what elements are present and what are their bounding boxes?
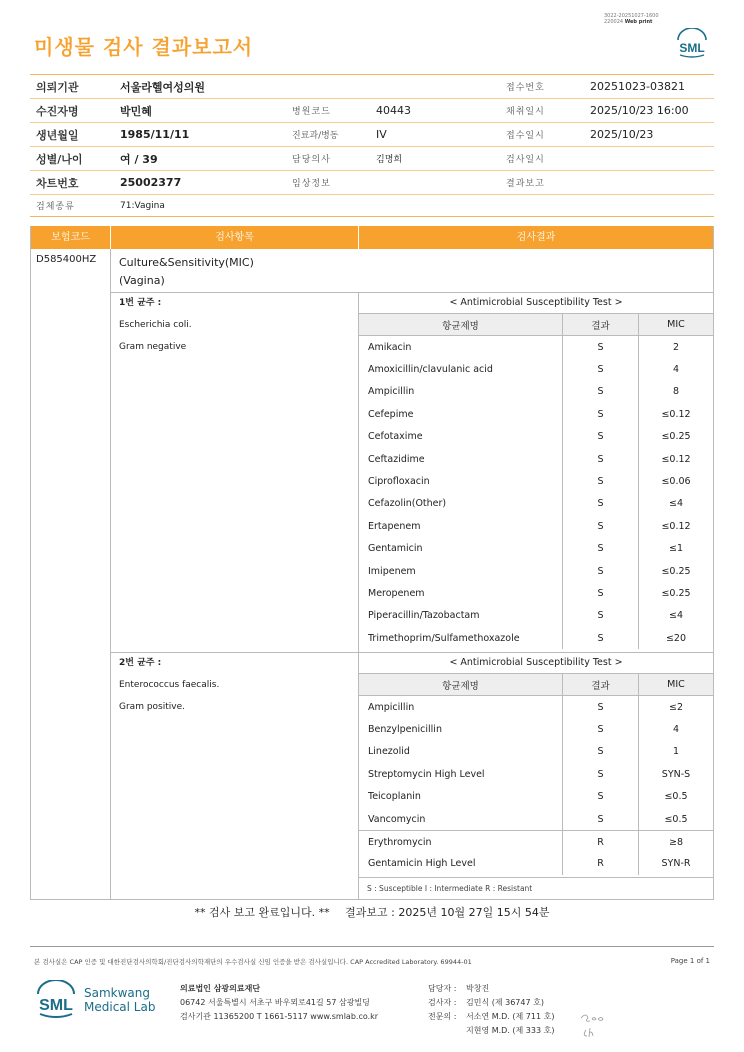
insurance-code: D585400HZ bbox=[36, 254, 97, 265]
header-test-item: 검사항목 bbox=[111, 226, 359, 249]
result-table-header bbox=[31, 226, 713, 249]
ast-row: Ampicillin S ≤2 bbox=[359, 696, 713, 718]
organism-2-info: 2번 균주 : Enterococcus faecalis. Gram positive. bbox=[119, 658, 220, 712]
value-sex-age: 여 / 39 bbox=[120, 152, 158, 166]
value-department: IV bbox=[376, 128, 387, 141]
ast-row: Amoxicillin/clavulanic acid S 4 bbox=[359, 358, 713, 380]
ast-row: Gentamicin High Level R SYN-R bbox=[359, 853, 713, 875]
ast-row: Erythromycin R ≥8 bbox=[359, 830, 713, 852]
ast-table-organism-2: < Antimicrobial Susceptibility Test > 항균제명 결과 MIC Ampicillin S ≤2 Benzylpenicillin S 4 Linezolid S 1 Streptomycin High Level S SYN-S Teicoplanin S ≤0.5 Vancomycin S ≤0.5 Erythromycin R ≥8 Gentamicin High Level R SYN-R bbox=[359, 652, 713, 875]
certification-note: 본 검사실은 CAP 인증 및 대한진단검사의학회/진단검사의학재단의 우수검사실 신임 인증을 받은 검사실입니다. CAP Accredited Laboratory. 69944-01 bbox=[34, 958, 472, 966]
ast-row: Cefepime S ≤0.12 bbox=[359, 403, 713, 425]
ast-row: Ampicillin S 8 bbox=[359, 381, 713, 403]
info-row bbox=[30, 123, 714, 147]
info-row bbox=[30, 171, 714, 195]
ast-row: Benzylpenicillin S 4 bbox=[359, 718, 713, 740]
ast-row: Imipenem S ≤0.25 bbox=[359, 560, 713, 582]
staff-row: 검사자 : 김민식 (제 36747 호) bbox=[428, 998, 544, 1007]
label-chart-no: 차트번호 bbox=[36, 176, 79, 190]
label-doctor: 담당의사 bbox=[292, 155, 331, 165]
report-title: 미생물 검사 결과보고서 bbox=[34, 35, 254, 59]
ast-row: Linezolid S 1 bbox=[359, 741, 713, 763]
document-code: 3022-20251027-1600 220024 Web print bbox=[604, 13, 659, 25]
value-requesting-org: 서울라헬여성의원 bbox=[120, 80, 206, 94]
sml-badge-icon bbox=[674, 28, 710, 60]
staff-list bbox=[428, 982, 554, 1038]
value-collection-time: 2025/10/23 16:00 bbox=[590, 104, 689, 117]
ast-row: Ciprofloxacin S ≤0.06 bbox=[359, 470, 713, 492]
label-sex-age: 성별/나이 bbox=[36, 152, 83, 166]
page-number: Page 1 of 1 bbox=[670, 957, 710, 965]
label-requesting-org: 의뢰기관 bbox=[36, 80, 79, 94]
signature-icon bbox=[578, 1010, 618, 1040]
ast-row: Streptomycin High Level S SYN-S bbox=[359, 763, 713, 785]
organization-info: 의료법인 삼광의료재단 06742 서울특별시 서초구 바우뫼로41길 57 삼광빌딩 검사기관 11365200 T 1661-5117 www.smlab.co.kr bbox=[180, 984, 379, 1021]
ast-row: Vancomycin S ≤0.5 bbox=[359, 808, 713, 830]
value-specimen: 71:Vagina bbox=[120, 200, 165, 211]
label-receipt-date: 접수일시 bbox=[506, 131, 545, 141]
value-receipt-no: 20251023-03821 bbox=[590, 80, 685, 93]
label-hospital-code: 병원코드 bbox=[292, 107, 331, 117]
label-specimen: 검체종류 bbox=[36, 202, 75, 212]
ast-header-row: 항균제명 결과 MIC bbox=[359, 314, 713, 336]
label-birth-date: 생년월일 bbox=[36, 128, 79, 142]
value-birth-date: 1985/11/11 bbox=[120, 128, 190, 141]
test-name: Culture&Sensitivity(MIC) (Vagina) bbox=[119, 256, 254, 287]
label-patient-name: 수진자명 bbox=[36, 104, 79, 118]
ast-row: Piperacillin/Tazobactam S ≤4 bbox=[359, 605, 713, 627]
label-test-date: 검사일시 bbox=[506, 155, 545, 165]
header-test-result: 검사결과 bbox=[516, 232, 556, 243]
svg-text:SML: SML bbox=[39, 997, 73, 1014]
ast-row: Meropenem S ≤0.25 bbox=[359, 582, 713, 604]
info-row bbox=[30, 195, 714, 217]
label-clinical-info: 임상정보 bbox=[292, 179, 331, 189]
ast-row: Trimethoprim/Sulfamethoxazole S ≤20 bbox=[359, 627, 713, 649]
result-table bbox=[30, 226, 714, 900]
label-report-date: 결과보고 bbox=[506, 179, 545, 189]
value-patient-name: 박민혜 bbox=[120, 104, 152, 118]
staff-row: 지현영 M.D. (제 333 호) bbox=[466, 1026, 555, 1035]
ast-row: Cefazolin(Other) S ≤4 bbox=[359, 493, 713, 515]
sml-logo-icon bbox=[34, 980, 78, 1020]
value-receipt-date: 2025/10/23 bbox=[590, 128, 654, 141]
label-department: 진료과/병동 bbox=[292, 131, 339, 141]
ast-row: Ceftazidime S ≤0.12 bbox=[359, 448, 713, 470]
label-receipt-no: 접수번호 bbox=[506, 83, 545, 93]
svg-text:SML: SML bbox=[679, 41, 705, 55]
result-legend: S : Susceptible I : Intermediate R : Resistant bbox=[359, 877, 713, 899]
value-chart-no: 25002377 bbox=[120, 176, 182, 189]
ast-row: Teicoplanin S ≤0.5 bbox=[359, 786, 713, 808]
ast-row: Amikacin S 2 bbox=[359, 336, 713, 358]
value-hospital-code: 40443 bbox=[376, 104, 411, 117]
samkwang-logo: SML Samkwang Medical Lab bbox=[34, 980, 155, 1020]
value-doctor: 김명희 bbox=[376, 155, 403, 165]
report-completion: ** 검사 보고 완료입니다. ** 결과보고 : 2025년 10월 27일 15시 54분 bbox=[194, 906, 550, 919]
patient-info-table bbox=[30, 74, 714, 217]
ast-table-organism-1: < Antimicrobial Susceptibility Test > 항균제명 결과 MIC Amikacin S 2 Amoxicillin/clavulanic acid S 4 Ampicillin S 8 Cefepime S ≤0.12 Cefotaxime S ≤0.25 Ceftazidime S ≤0.12 Ciprofloxacin S ≤0.06 Cefazolin(Other) S ≤4 Ertapenem S ≤0.12 Gentamicin S ≤1 Imipenem S ≤0.25 Meropenem S ≤0.25 Piperacillin/Tazobactam S ≤4 Trimethoprim/Sulfamethoxazole S ≤20 bbox=[359, 292, 713, 649]
ast-header-row: 항균제명 결과 MIC bbox=[359, 674, 713, 696]
label-collection-time: 채취일시 bbox=[506, 107, 545, 117]
header-insurance-code: 보험코드 bbox=[31, 226, 111, 249]
staff-row: 담당자 : 박창진 bbox=[428, 984, 490, 993]
organism-1-info: 1번 균주 : Escherichia coli. Gram negative bbox=[119, 298, 192, 352]
info-row bbox=[30, 75, 714, 99]
ast-row: Gentamicin S ≤1 bbox=[359, 538, 713, 560]
ast-row: Ertapenem S ≤0.12 bbox=[359, 515, 713, 537]
ast-row: Cefotaxime S ≤0.25 bbox=[359, 426, 713, 448]
info-row bbox=[30, 147, 714, 171]
staff-row: 전문의 : 서소연 M.D. (제 711 호) bbox=[428, 1012, 555, 1021]
info-row bbox=[30, 99, 714, 123]
